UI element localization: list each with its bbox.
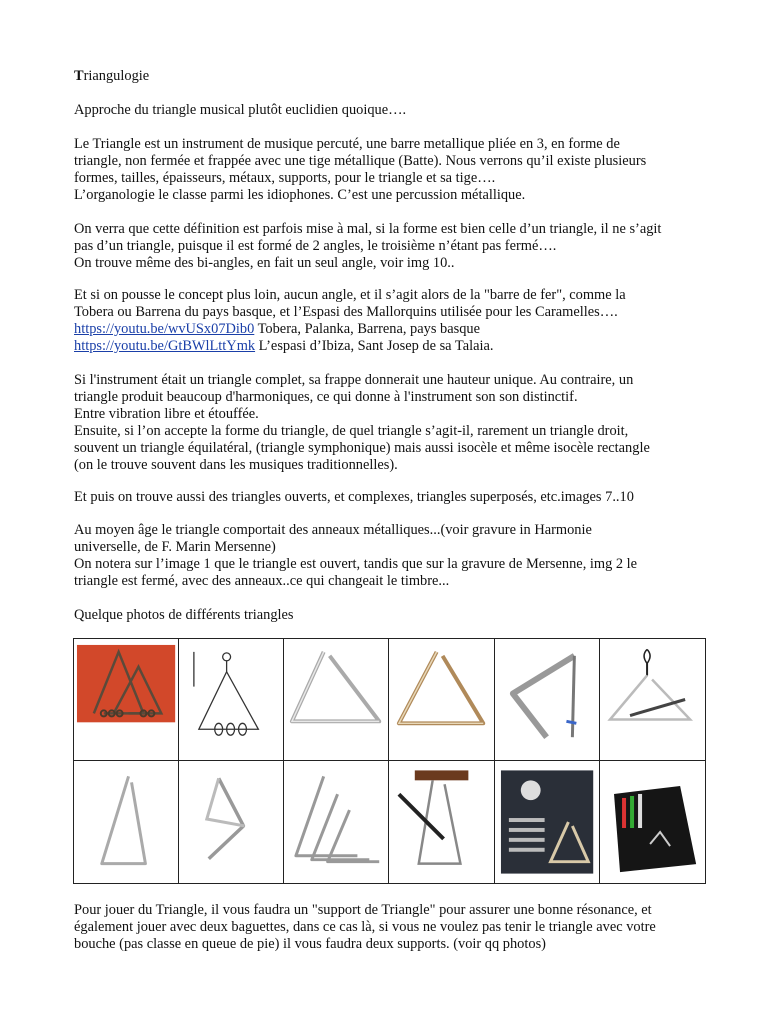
title-rest: riangulogie [83,68,150,84]
text-line: formes, tailles, épaisseurs, métaux, supports, pour le triangle et sa tige…. [74,170,496,186]
steel-triangle-photo [284,639,388,760]
mersenne-engraving-triangle [179,639,283,760]
photos-caption-block [74,607,714,624]
text-line: bouche (pas classe en queue de pie) il vous faudra deux supports. (voir qq photos) [74,936,546,952]
paragraph-definition [74,136,714,204]
photo-3 [284,639,389,761]
text-line: Tobera ou Barrena du pays basque, et l’Espasi des Mallorquins utilisée pour les Caramelles…. [74,304,618,320]
photo-10 [389,761,494,883]
triangle-set-with-beaters-photo [495,761,599,883]
paragraph-open-triangles [74,489,714,506]
text-line: L’organologie le classe parmi les idiophones. C’est une percussion métallique. [74,187,526,203]
photo-8 [179,761,284,883]
text-line: Si l'instrument était un triangle complet, sa frappe donnerait une hauteur unique. Au contraire, un [74,372,634,388]
paragraph-angles [74,221,714,272]
text-line: On notera sur l’image 1 que le triangle est ouvert, tandis que sur la gravure de Mersenne, img 2 le [74,556,638,572]
link-description: Tobera, Palanka, Barrena, pays basque [254,321,480,337]
intro-block [74,102,714,119]
title-block [74,68,714,85]
youtube-link-espasi[interactable]: https://youtu.be/GtBWlLttYmk [74,338,256,354]
photo-6 [600,639,705,761]
bi-angle-triangle-photo [179,761,283,883]
intro-line: Approche du triangle musical plutôt euclidien quoique…. [74,102,407,118]
text-line: Le Triangle est un instrument de musique percuté, une barre metallique pliée en 3, en forme de [74,136,620,152]
photo-7 [74,761,179,883]
paragraph-barre [74,287,714,355]
photos-caption: Quelque photos de différents triangles [74,607,294,623]
tall-isosceles-triangle-photo [74,761,178,883]
page-title [74,68,714,85]
link-line [74,321,714,338]
triangle-on-wood-mount-photo [389,761,493,883]
photo-12 [600,761,705,883]
photo-2 [179,639,284,761]
nested-triangles-photo [284,761,388,883]
triangle-with-holder-photo [600,639,705,760]
text-line: pas d’un triangle, puisque il est formé de 2 angles, le troisième n’étant pas fermé…. [74,238,557,254]
open-triangle-with-rings-photo [74,639,178,760]
paragraph-middle-ages [74,522,714,590]
youtube-link-tobera[interactable]: https://youtu.be/wvUSx07Dib0 [74,321,255,337]
text-line: universelle, de F. Marin Mersenne) [74,539,276,555]
triangle-case-photo [600,761,705,883]
text-line: souvent un triangle équilatéral, (triangle symphonique) mais aussi isocèle et même isocèle rectangle [74,440,650,456]
link-line [74,338,714,355]
text-line: Pour jouer du Triangle, il vous faudra un "support de Triangle" pour assurer une bonne résonance, et [74,902,652,918]
title-first-letter: T [74,68,84,84]
photo-1 [74,639,179,761]
link-description: L’espasi d’Ibiza, Sant Josep de sa Talaia. [255,338,494,354]
text-line: On verra que cette définition est parfois mise à mal, si la forme est bien celle d’un triangle, il ne s’agit [74,221,662,237]
text-line: Entre vibration libre et étouffée. [74,406,259,422]
photo-grid [73,638,706,884]
photo-11 [495,761,600,883]
right-triangle-photo [495,639,599,760]
text-line: Au moyen âge le triangle comportait des anneaux métalliques...(voir gravure in Harmonie [74,522,592,538]
bronze-triangle-photo [389,639,493,760]
photo-4 [389,639,494,761]
photo-5 [495,639,600,761]
text-line: On trouve même des bi-angles, en fait un seul angle, voir img 10.. [74,255,455,271]
text-line: triangle est fermé, avec des anneaux..ce qui changeait le timbre... [74,573,450,589]
text-line: Et puis on trouve aussi des triangles ouverts, et complexes, triangles superposés, etc.images 7..10 [74,489,634,505]
text-line: également jouer avec deux baguettes, dans ce cas là, si vous ne voulez pas tenir le triangle avec votre [74,919,656,935]
text-line: triangle, non fermée et frappée avec une tige métallique (Batte). Nous verrons qu’il existe plusieurs [74,153,647,169]
text-line: triangle produit beaucoup d'harmoniques, ce qui donne à l'instrument son son distinctif. [74,389,578,405]
photo-9 [284,761,389,883]
paragraph-support [74,902,714,953]
text-line: (on le trouve souvent dans les musiques traditionnelles). [74,457,398,473]
paragraph-harmonics [74,372,714,474]
text-line: Ensuite, si l’on accepte la forme du triangle, de quel triangle s’agit-il, rarement un triangle droit, [74,423,629,439]
text-line: Et si on pousse le concept plus loin, aucun angle, et il s’agit alors de la "barre de fer", comme la [74,287,626,303]
